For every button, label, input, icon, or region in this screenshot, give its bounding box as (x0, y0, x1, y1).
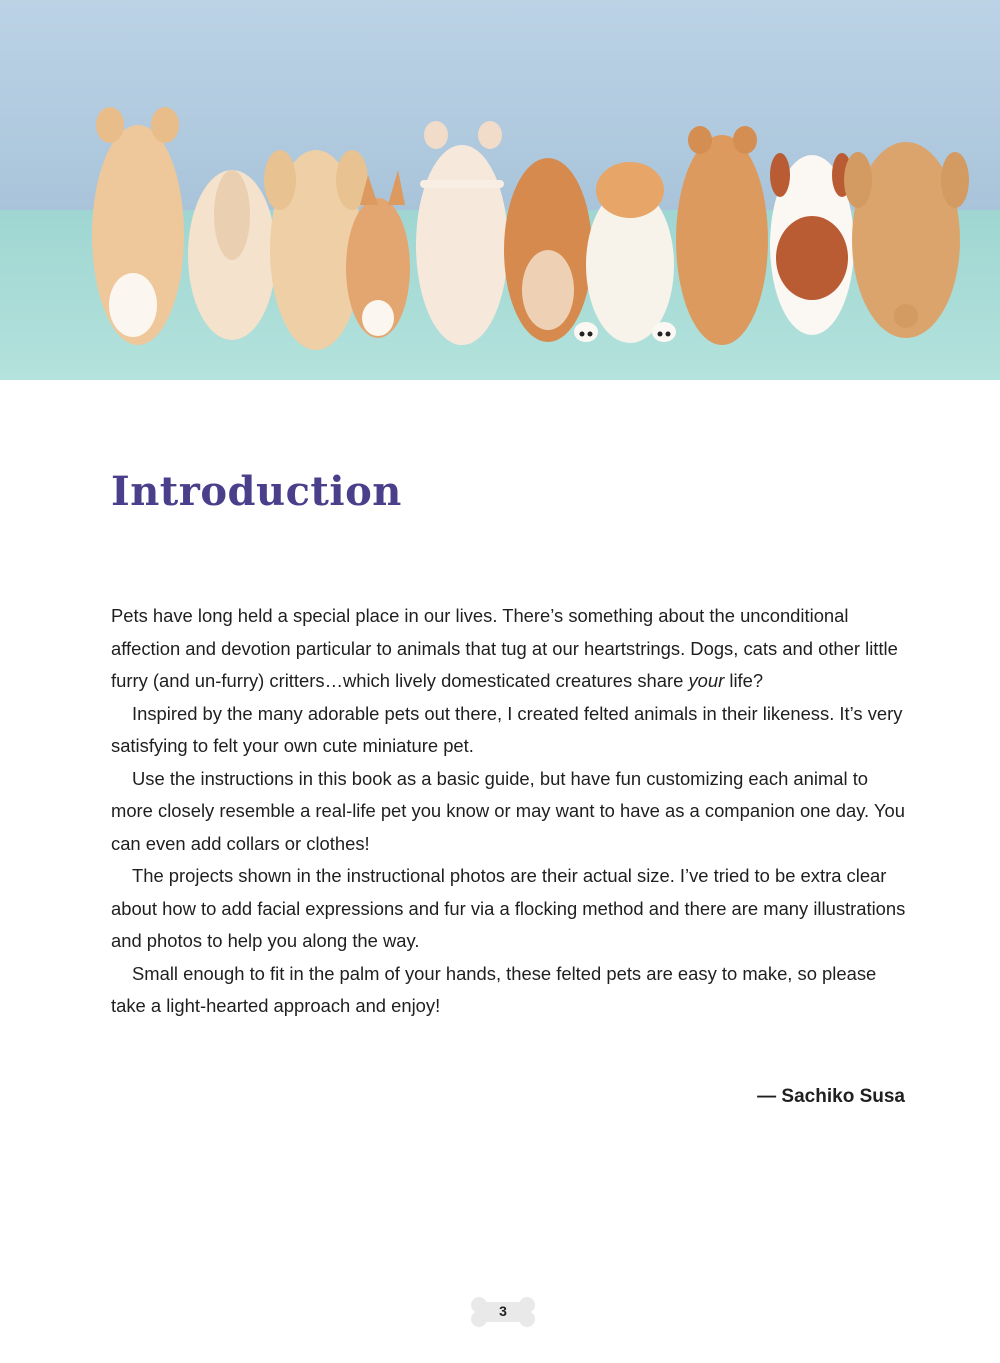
felted-hamster (188, 170, 276, 340)
hero-image (0, 0, 1000, 380)
page-number-label: 3 (499, 1303, 507, 1319)
felted-cavalier (770, 153, 854, 335)
author-signature: — Sachiko Susa (757, 1086, 905, 1107)
page-title: Introduction (111, 468, 402, 515)
paragraph: Small enough to fit in the palm of your hands, these felted pets are easy to make, so please take a light-hearted approach and enjoy! (111, 962, 877, 1016)
page-number (470, 1296, 536, 1328)
felted-shiba (504, 158, 592, 342)
paragraph-text: life? (724, 670, 764, 691)
paragraph: Inspired by the many adorable pets out there, I created felted animals in their likeness. It’s very satisfying to felt your own cute miniature pet. (111, 702, 903, 756)
paragraph-text: Pets have long held a special place in our lives. There’s something about the unconditional affection and devotion particular to animals that tug at our heartstrings. Dogs, cats and other little furry (and un-furry) critters…which lively domesticated creatures share (111, 605, 898, 691)
paragraph: Use the instructions in this book as a basic guide, but have fun customizing each animal to more closely resemble a real-life pet you know or may want to have as a companion one day. You can even add collars or clothes! (111, 767, 905, 854)
paragraph: The projects shown in the instructional photos are their actual size. I’ve tried to be extra clear about how to add facial expressions and fur via a flocking method and there are many illustrations and photos to help you along the way. (111, 865, 906, 951)
felted-pets-photo (0, 0, 1000, 380)
paragraph (111, 600, 911, 698)
emphasis-text: your (688, 670, 725, 691)
introduction-body (111, 600, 911, 1023)
